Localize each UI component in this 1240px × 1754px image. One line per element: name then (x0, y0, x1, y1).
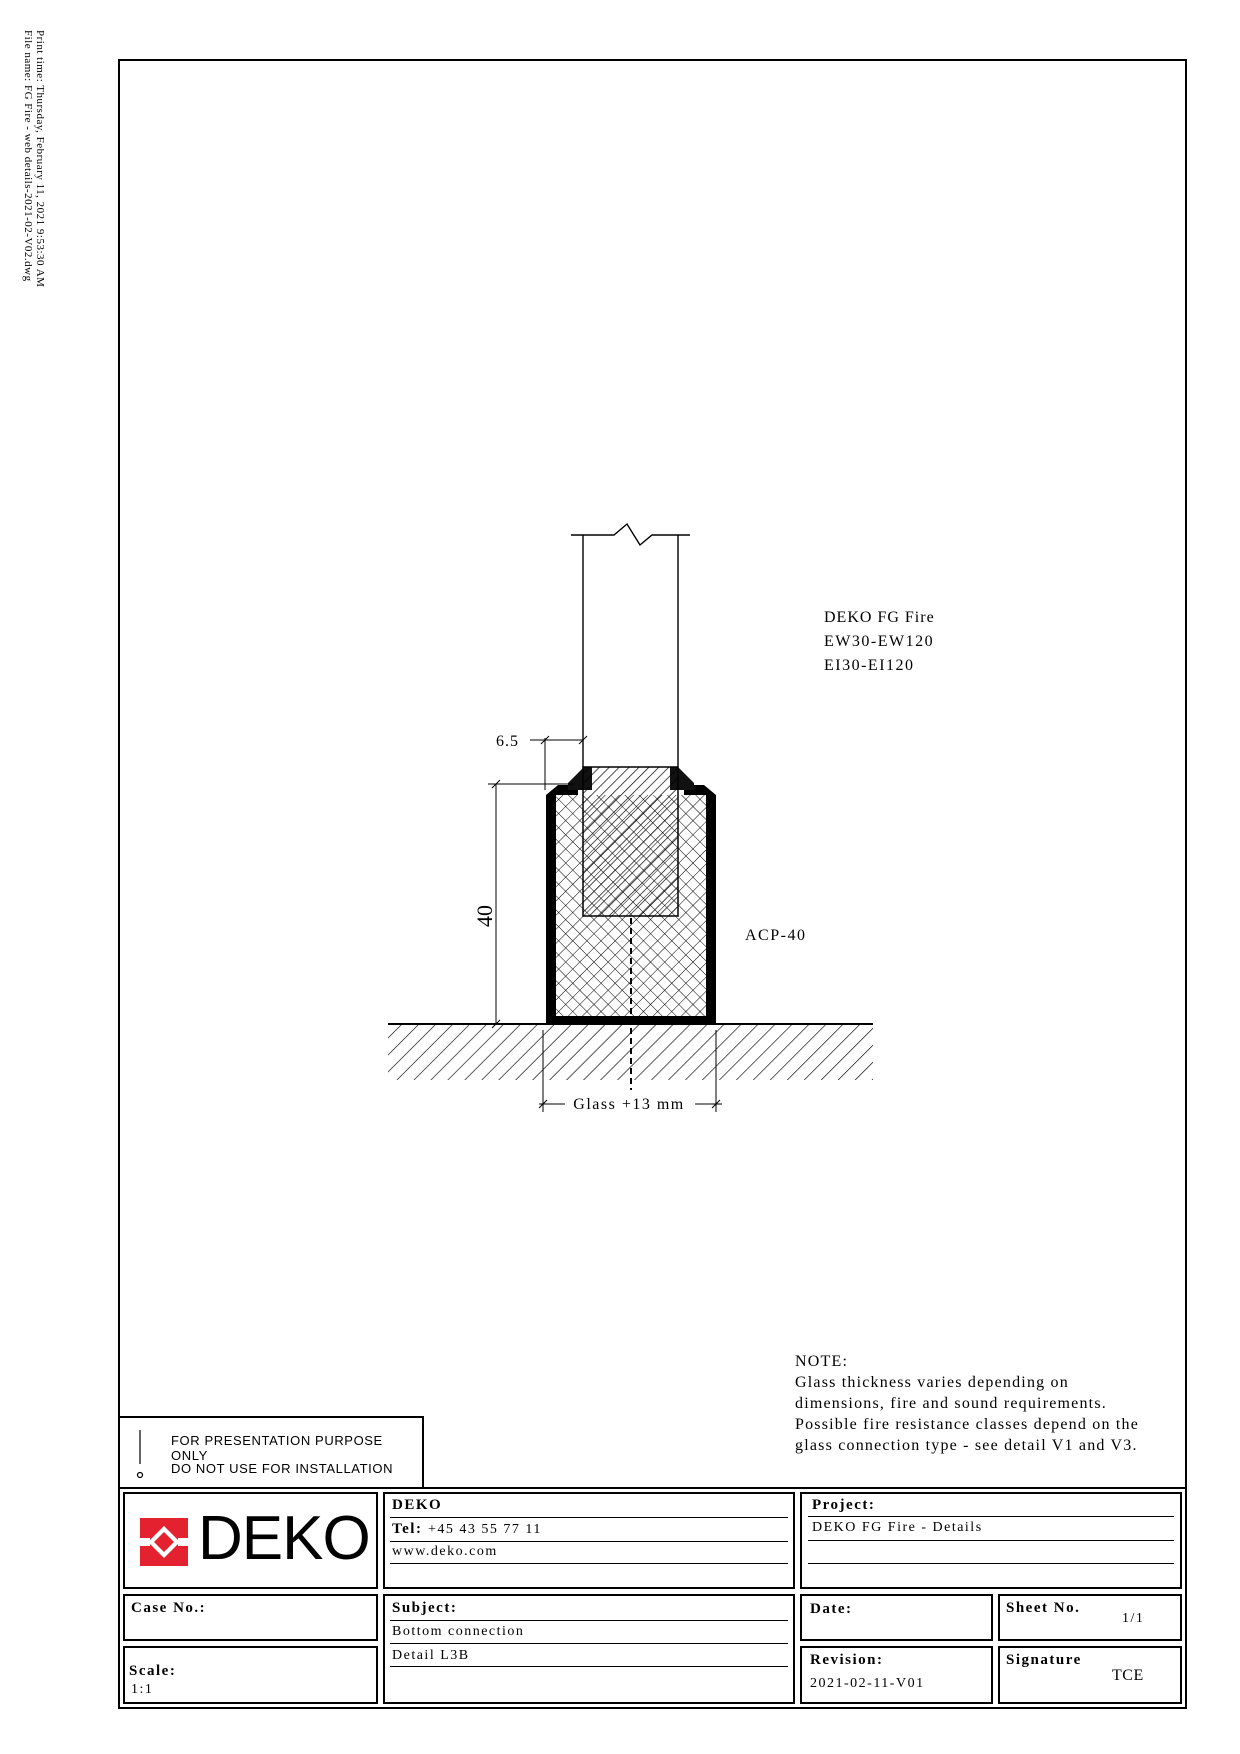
product-line-2: EW30-EW120 (824, 633, 935, 650)
project-value: DEKO FG Fire - Details (812, 1520, 983, 1535)
note-line-4: glass connection type - see detail V1 and V3. (795, 1437, 1138, 1454)
revision-label: Revision: (810, 1652, 884, 1668)
project-label: Project: (812, 1497, 876, 1513)
product-line-1: DEKO FG Fire (824, 609, 935, 626)
subject-label: Subject: (392, 1600, 458, 1616)
note-line-3: Possible fire resistance classes depend on the (795, 1416, 1140, 1433)
project-rule-1 (808, 1516, 1174, 1517)
date-label: Date: (810, 1601, 853, 1617)
glass-pane (571, 524, 690, 767)
subject-line-1: Bottom connection (392, 1624, 525, 1639)
dim-top-label: 6.5 (496, 733, 519, 750)
case-label: Case No.: (131, 1600, 207, 1616)
company-rule-1 (390, 1517, 788, 1518)
profile-label: ACP-40 (745, 927, 807, 944)
sheet-label: Sheet No. (1006, 1600, 1081, 1616)
company-rule-2 (390, 1541, 788, 1542)
note-block (795, 1351, 1139, 1456)
subject-rule-3 (390, 1666, 788, 1667)
subject-rule-2 (390, 1643, 788, 1644)
deko-logo-text: DEKO (198, 1504, 370, 1573)
note-title: NOTE: (795, 1353, 849, 1370)
signature-value: TCE (1112, 1667, 1144, 1684)
product-line-3: EI30-EI120 (824, 657, 915, 674)
print-time-text: Print time: Thursday, February 11, 2021 9:53:30 AM (34, 30, 46, 288)
disclaimer-line-1: FOR PRESENTATION PURPOSE ONLY (171, 1433, 383, 1463)
note-line-2: dimensions, fire and sound requirements. (795, 1395, 1107, 1412)
sheet-value: 1/1 (1122, 1611, 1145, 1626)
project-rule-2 (808, 1540, 1174, 1541)
subject-rule-1 (390, 1620, 788, 1621)
tel-label: Tel: (392, 1521, 423, 1537)
company-rule-3 (390, 1563, 788, 1564)
revision-value: 2021-02-11-V01 (810, 1676, 925, 1691)
exclamation-icon (136, 1430, 148, 1480)
disclaimer-box (118, 1416, 424, 1489)
dim-bottom-label: Glass +13 mm (573, 1096, 685, 1113)
note-line-1: Glass thickness varies depending on (795, 1374, 1069, 1391)
tel-value: +45 43 55 77 11 (428, 1522, 542, 1537)
file-name-text: File name: FG Fire - web details-2021-02-V02.dwg (22, 30, 34, 282)
website: www.deko.com (392, 1544, 498, 1559)
subject-line-2: Detail L3B (392, 1648, 470, 1663)
deko-logo-mark (140, 1518, 188, 1566)
scale-value: 1:1 (131, 1682, 154, 1697)
dim-height-label: 40 (472, 905, 497, 927)
disclaimer-line-2: DO NOT USE FOR INSTALLATION (171, 1461, 394, 1476)
signature-label: Signature (1006, 1652, 1082, 1668)
project-rule-3 (808, 1563, 1174, 1564)
company-name: DEKO (392, 1497, 443, 1513)
scale-label: Scale: (129, 1663, 177, 1679)
